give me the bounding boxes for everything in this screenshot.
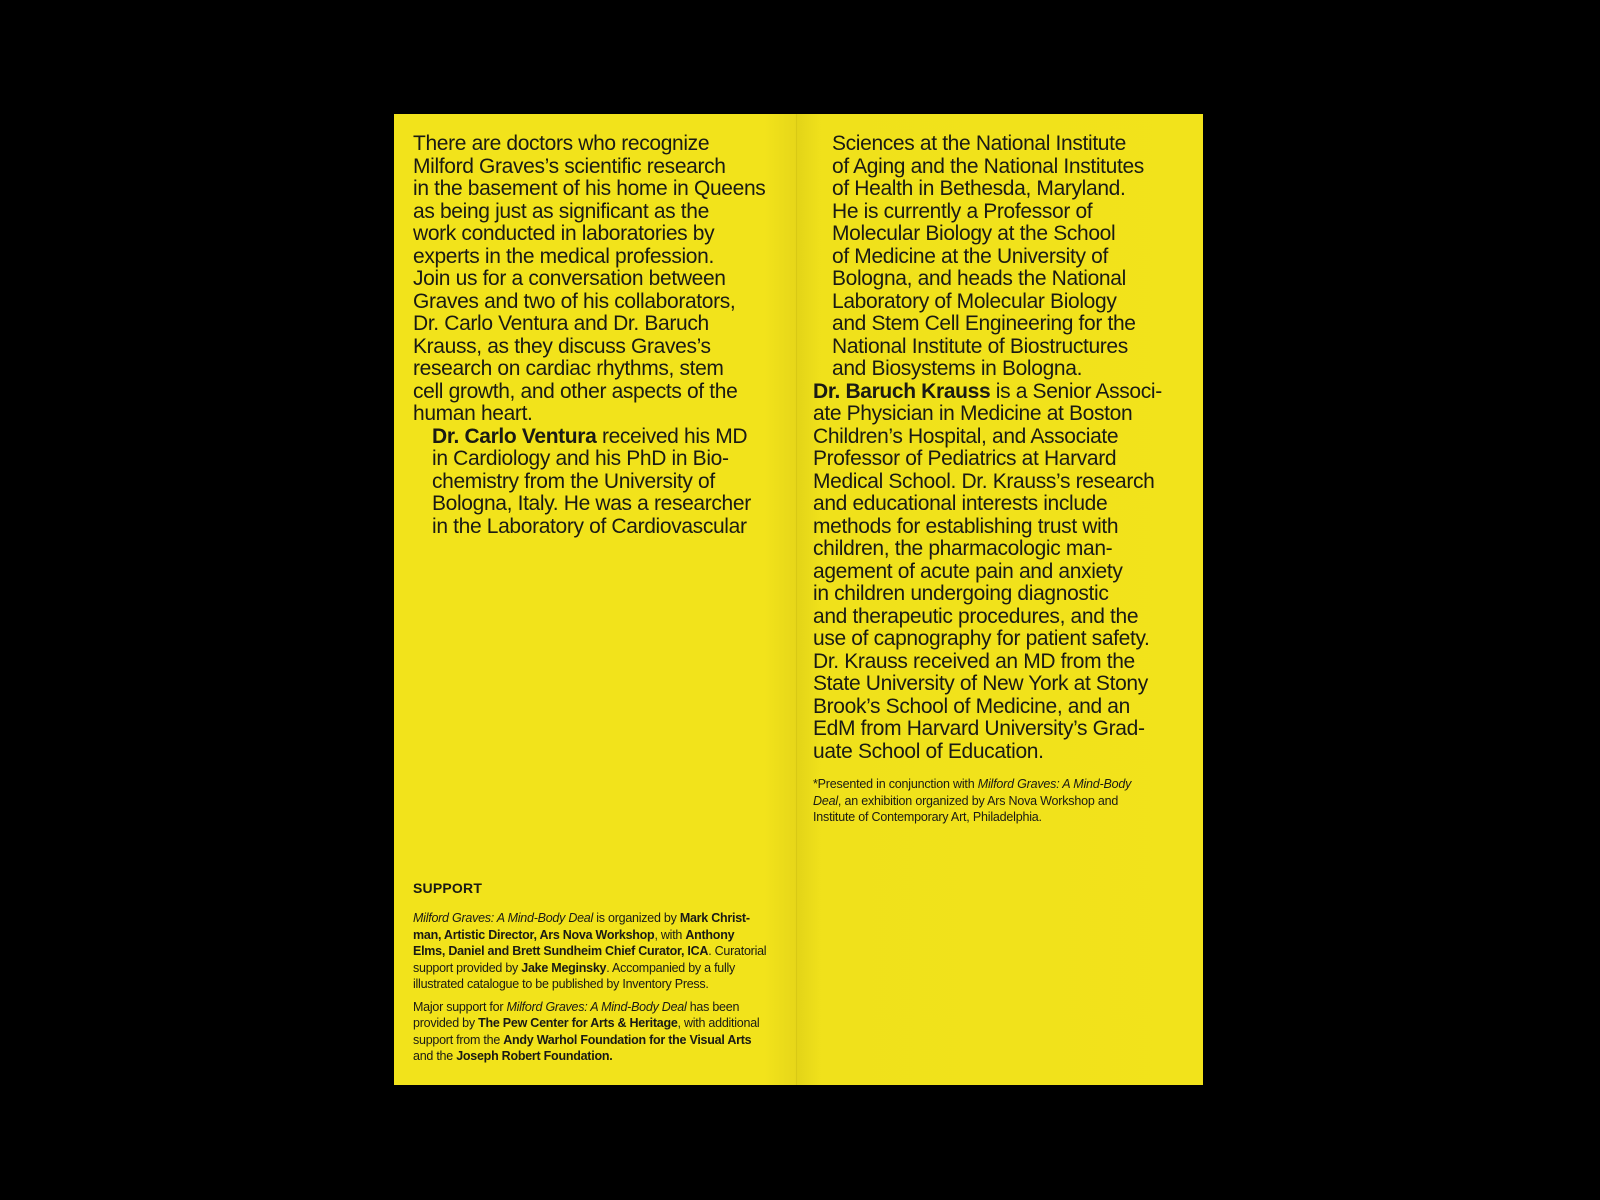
ventura-bio-line: in the Laboratory of Cardiovascular bbox=[432, 514, 747, 538]
support-credit: Elms, Daniel and Brett Sundheim Chief Curator, ICA bbox=[413, 944, 709, 958]
krauss-name: Dr. Baruch Krauss bbox=[813, 379, 991, 403]
ventura-bio-line: Laboratory of Molecular Biology bbox=[832, 289, 1117, 313]
support-text: has been bbox=[686, 999, 740, 1014]
krauss-bio-line: ate Physician in Medicine at Boston bbox=[813, 402, 1133, 425]
ventura-bio-continued bbox=[813, 133, 1198, 381]
intro-line: Graves and two of his collaborators, bbox=[413, 289, 736, 313]
ventura-name: Dr. Carlo Ventura bbox=[432, 424, 597, 448]
krauss-bio-line: uate School of Education. bbox=[813, 739, 1044, 763]
support-credit: Joseph Robert Foundation. bbox=[456, 1049, 613, 1063]
ventura-bio-line: Bologna, Italy. He was a researcher bbox=[432, 492, 751, 515]
support-paragraph-organizers bbox=[413, 910, 793, 993]
support-text: Major support for bbox=[413, 999, 507, 1014]
support-text: support provided by bbox=[413, 960, 522, 975]
krauss-bio-line: in children undergoing diagnostic bbox=[813, 582, 1109, 605]
ventura-bio-line: and Biosystems in Bologna. bbox=[832, 357, 1083, 380]
footnote-text: *Presented in conjunction with bbox=[813, 777, 978, 791]
krauss-bio-line: Dr. Krauss received an MD from the bbox=[813, 649, 1135, 673]
footnote-line: Institute of Contemporary Art, Philadelphia. bbox=[813, 810, 1042, 824]
exhibition-title: Milford Graves: A Mind-Body Deal bbox=[413, 911, 594, 925]
ventura-line-rest: received his MD bbox=[596, 424, 748, 448]
support-line bbox=[413, 960, 793, 977]
krauss-bio-line: children, the pharmacologic man- bbox=[813, 537, 1113, 560]
krauss-bio-line: EdM from Harvard University’s Grad- bbox=[813, 717, 1145, 740]
intro-line: Dr. Carlo Ventura and Dr. Baruch bbox=[413, 312, 709, 335]
support-line bbox=[413, 943, 793, 960]
support-paragraph-funders bbox=[413, 999, 793, 1065]
footnote-line bbox=[813, 793, 1173, 810]
krauss-bio bbox=[813, 381, 1198, 764]
intro-paragraph bbox=[413, 133, 793, 426]
krauss-bio-line: agement of acute pain and anxiety bbox=[813, 559, 1123, 583]
ventura-bio-line: and Stem Cell Engineering for the bbox=[832, 312, 1136, 335]
krauss-bio-line: Brook’s School of Medicine, and an bbox=[813, 694, 1130, 718]
krauss-bio-line: Medical School. Dr. Krauss’s research bbox=[813, 469, 1155, 493]
intro-line: experts in the medical profession. bbox=[413, 244, 714, 268]
ventura-bio-line: National Institute of Biostructures bbox=[832, 334, 1128, 358]
intro-line: Krauss, as they discuss Graves’s bbox=[413, 334, 711, 358]
krauss-bio-line: Professor of Pediatrics at Harvard bbox=[813, 447, 1117, 470]
exhibition-title: Milford Graves: A Mind-Body Deal bbox=[506, 999, 687, 1014]
support-line bbox=[413, 1015, 793, 1032]
intro-line: cell growth, and other aspects of the bbox=[413, 379, 738, 403]
intro-line: Join us for a conversation between bbox=[413, 267, 726, 290]
support-text: . Accompanied by a fully bbox=[606, 960, 736, 975]
krauss-line-rest: is a Senior Associ- bbox=[990, 379, 1162, 403]
intro-line: Milford Graves’s scientific research bbox=[413, 154, 726, 178]
support-line bbox=[413, 927, 793, 944]
support-heading: SUPPORT bbox=[413, 880, 483, 896]
support-text: . Curatorial bbox=[708, 944, 767, 958]
intro-line: in the basement of his home in Queens bbox=[413, 177, 766, 200]
support-section bbox=[413, 880, 793, 1071]
ventura-bio-line: Molecular Biology at the School bbox=[832, 222, 1116, 245]
krauss-bio-line: use of capnography for patient safety. bbox=[813, 627, 1150, 650]
krauss-bio-line: State University of New York at Stony bbox=[813, 672, 1148, 695]
ventura-bio-line: Bologna, and heads the National bbox=[832, 267, 1126, 290]
support-line bbox=[413, 1032, 793, 1049]
support-credit: The Pew Center for Arts & Heritage bbox=[478, 1016, 678, 1030]
footnote-text: , an exhibition organized by Ars Nova Workshop and bbox=[837, 793, 1119, 808]
ventura-bio-line: in Cardiology and his PhD in Bio- bbox=[432, 447, 729, 470]
support-text: and the bbox=[413, 1049, 457, 1063]
support-line bbox=[413, 999, 793, 1016]
support-credit: Mark Christ- bbox=[679, 911, 750, 925]
support-text: support from the bbox=[413, 1032, 504, 1047]
support-credit: man, Artistic Director, Ars Nova Workshop bbox=[413, 927, 655, 942]
support-credit: Andy Warhol Foundation for the Visual Arts bbox=[503, 1032, 752, 1047]
support-credit: Jake Meginsky bbox=[521, 960, 607, 975]
ventura-bio-line: of Health in Bethesda, Maryland. bbox=[832, 177, 1126, 200]
krauss-bio-line: methods for establishing trust with bbox=[813, 514, 1119, 538]
intro-line: as being just as significant as the bbox=[413, 199, 709, 223]
bio-block bbox=[813, 133, 1198, 763]
ventura-bio-line: He is currently a Professor of bbox=[832, 199, 1093, 223]
support-text: , with additional bbox=[677, 1016, 760, 1030]
ventura-bio-line: of Aging and the National Institutes bbox=[832, 154, 1144, 178]
intro-line: work conducted in laboratories by bbox=[413, 222, 715, 245]
intro-block bbox=[413, 133, 793, 538]
intro-line: There are doctors who recognize bbox=[413, 132, 710, 155]
exhibition-title: Milford Graves: A Mind-Body bbox=[977, 777, 1132, 791]
support-text: provided by bbox=[413, 1016, 479, 1030]
support-text: , with bbox=[654, 927, 686, 942]
krauss-bio-line: Children’s Hospital, and Associate bbox=[813, 424, 1119, 448]
footnote bbox=[813, 776, 1173, 826]
ventura-bio-line bbox=[432, 426, 793, 449]
brochure-spread bbox=[394, 114, 1203, 1085]
footnote-line bbox=[813, 776, 1173, 793]
krauss-bio-line bbox=[813, 381, 1198, 404]
support-line bbox=[413, 1048, 793, 1065]
right-page bbox=[797, 114, 1203, 1085]
support-text: illustrated catalogue to be published by Inventory Press. bbox=[413, 977, 709, 991]
intro-line: human heart. bbox=[413, 402, 533, 425]
support-line bbox=[413, 910, 793, 927]
intro-line: research on cardiac rhythms, stem bbox=[413, 357, 724, 380]
support-credit: Anthony bbox=[685, 927, 735, 942]
left-page bbox=[394, 114, 797, 1085]
krauss-bio-line: and therapeutic procedures, and the bbox=[813, 604, 1139, 628]
exhibition-title: Deal bbox=[813, 793, 838, 808]
ventura-bio-line: Sciences at the National Institute bbox=[832, 132, 1126, 155]
ventura-bio bbox=[413, 426, 793, 539]
krauss-bio-line: and educational interests include bbox=[813, 492, 1108, 515]
ventura-bio-line: chemistry from the University of bbox=[432, 469, 715, 493]
support-line bbox=[413, 976, 793, 993]
support-text: is organized by bbox=[593, 911, 680, 925]
ventura-bio-line: of Medicine at the University of bbox=[832, 244, 1108, 268]
